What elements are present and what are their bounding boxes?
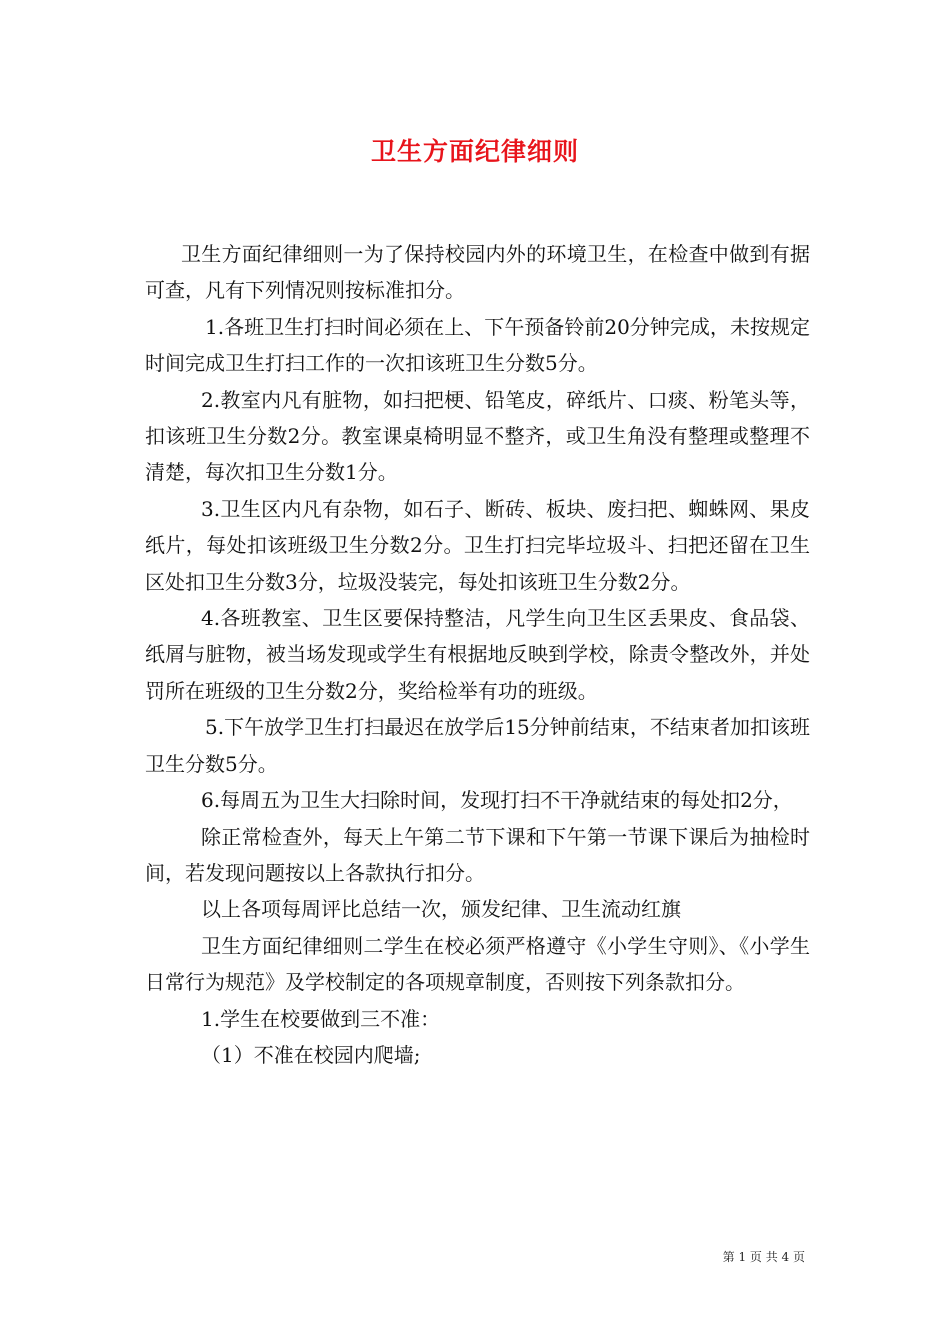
paragraph-rule-3: 3.卫生区内凡有杂物，如石子、断砖、板块、废扫把、蜘蛛网、果皮纸片，每处扣该班级卫生分数2分。卫生打扫完毕垃圾斗、扫把还留在卫生区处扣卫生分数3分，垃圾没装完，每处扣该班卫生分数2分。	[145, 496, 810, 594]
paragraph-three-prohibitions: 1.学生在校要做到三不准：	[201, 1006, 441, 1031]
document-body	[145, 236, 810, 1073]
paragraph-rule-4: 4.各班教室、卫生区要保持整洁，凡学生向卫生区丢果皮、食品袋、纸屑与脏物，被当场发现或学生有根据地反映到学校，除责令整改外，并处罚所在班级的卫生分数2分，奖给检举有功的班级。	[145, 606, 810, 703]
page-footer: 第 1 页 共 4 页	[722, 1250, 805, 1264]
paragraph-intro-1: 卫生方面纪律细则一为了保持校园内外的环境卫生，在检查中做到有据可查，凡有下列情况则按标准扣分。	[145, 242, 810, 303]
paragraph-rule-1: 1.各班卫生打扫时间必须在上、下午预备铃前20分钟完成，未按规定时间完成卫生打扫工作的一次扣该班卫生分数5分。	[145, 314, 810, 376]
paragraph-spot-check: 除正常检查外，每天上午第二节下课和下午第一节课下课后为抽检时间，若发现问题按以上各款执行扣分。	[145, 824, 810, 885]
paragraph-rule-5: 5.下午放学卫生打扫最迟在放学后15分钟前结束，不结束者加扣该班卫生分数5分。	[145, 715, 810, 776]
paragraph-prohibition-1: （1）不准在校园内爬墙;	[201, 1042, 421, 1067]
document-title: 卫生方面纪律细则	[370, 137, 579, 166]
paragraph-weekly-review: 以上各项每周评比总结一次，颁发纪律、卫生流动红旗	[201, 897, 681, 922]
paragraph-rule-2: 2.教室内凡有脏物，如扫把梗、铅笔皮，碎纸片、口痰、粉笔头等，扣该班卫生分数2分。教室课桌椅明显不整齐，或卫生角没有整理或整理不清楚，每次扣卫生分数1分。	[145, 387, 810, 485]
paragraph-rule-6: 6.每周五为卫生大扫除时间，发现打扫不干净就结束的每处扣2分，	[201, 788, 793, 813]
paragraph-intro-2: 卫生方面纪律细则二学生在校必须严格遵守《小学生守则》、《小学生日常行为规范》及学校制定的各项规章制度，否则按下列条款扣分。	[145, 933, 810, 995]
